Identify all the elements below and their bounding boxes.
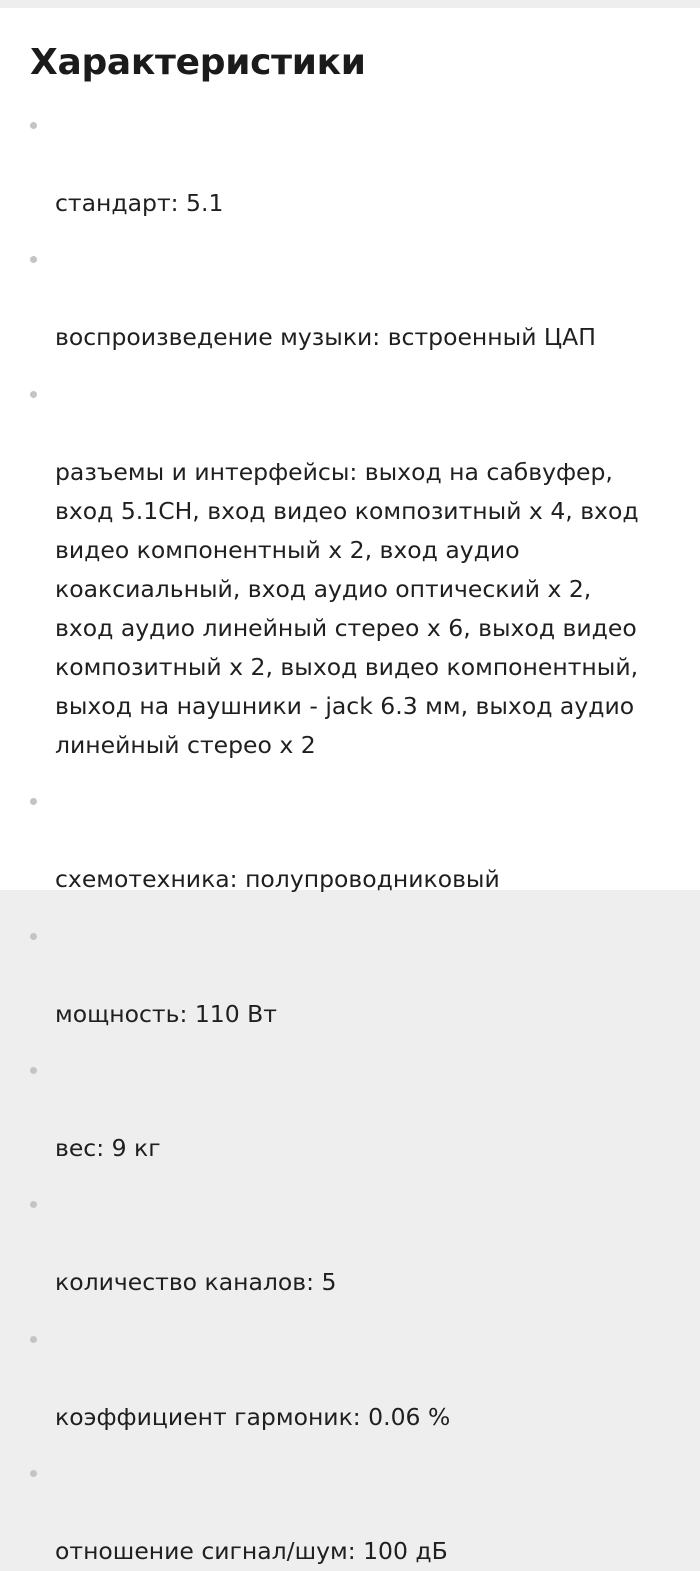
bullet-icon	[30, 1201, 37, 1208]
section-title: Характеристики	[30, 42, 366, 83]
spec-item	[0, 1320, 700, 1437]
bullet-icon	[30, 256, 37, 263]
spec-item	[0, 375, 700, 765]
spec-text: мощность: 110 Вт	[55, 999, 277, 1028]
spec-item	[0, 1454, 700, 1571]
spec-item	[0, 917, 700, 1034]
bullet-icon	[30, 798, 37, 805]
bullet-icon	[30, 1336, 37, 1343]
spec-item	[0, 1051, 700, 1168]
bullet-icon	[30, 933, 37, 940]
spec-text: стандарт: 5.1	[55, 189, 224, 217]
bullet-icon	[30, 391, 37, 398]
specifications-list	[0, 106, 700, 1571]
spec-text: отношение сигнал/шум: 100 дБ	[55, 1537, 448, 1566]
spec-text: количество каналов: 5	[55, 1268, 337, 1297]
spec-text: коэффициент гармоник: 0.06 %	[55, 1402, 451, 1431]
spec-item	[0, 106, 700, 223]
bullet-icon	[30, 122, 37, 129]
bullet-icon	[30, 1470, 37, 1477]
spec-item	[0, 782, 700, 899]
spec-text: разъемы и интерфейсы: выход на сабвуфер, вход 5.1CH, вход видео композитный x 4, вход видео компонентный x 2, вход аудио коаксиальный, вход аудио оптический x 2, вход аудио линейный стерео x 6, выход видео композитный x 2, выход видео компонентный, выход на наушники - jack 6.3 мм, выход аудио линейный стерео x 2	[55, 457, 639, 759]
spec-item	[0, 1185, 700, 1302]
spec-text: вес: 9 кг	[55, 1133, 161, 1162]
specifications-card	[0, 8, 700, 1566]
spec-text: схемотехника: полупроводниковый	[55, 865, 500, 894]
spec-item	[0, 240, 700, 357]
spec-text: воспроизведение музыки: встроенный ЦАП	[55, 323, 596, 352]
bullet-icon	[30, 1067, 37, 1074]
